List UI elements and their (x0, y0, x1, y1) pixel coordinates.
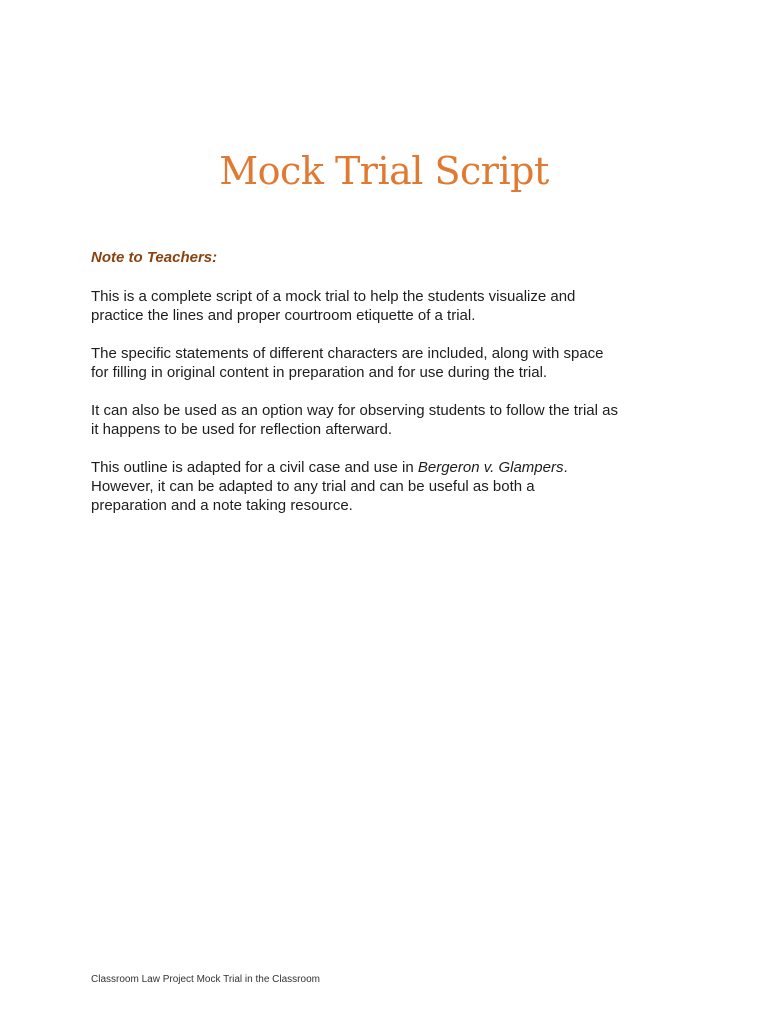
paragraph-line: However, it can be adapted to any trial and can be useful as both a (91, 478, 535, 495)
paragraph-line: it happens to be used for reflection afterward. (91, 421, 393, 438)
paragraph-line (91, 458, 651, 477)
paragraph-character-statements (91, 344, 651, 382)
paragraph-text: This outline is adapted for a civil case and use in (91, 459, 418, 476)
paragraph-line: It can also be used as an option way for observing students to follow the trial as (91, 402, 618, 419)
paragraph-line: practice the lines and proper courtroom etiquette of a trial. (91, 307, 476, 324)
paragraph-text: . (563, 459, 568, 476)
case-name: Bergeron v. Glampers (417, 459, 564, 476)
paragraph-observing-students (91, 401, 651, 439)
paragraph-line: for filling in original content in preparation and for use during the trial. (91, 364, 548, 381)
page-footer: Classroom Law Project Mock Trial in the Classroom (91, 974, 320, 985)
paragraph-line: The specific statements of different characters are included, along with space (91, 345, 604, 362)
document-title: Mock Trial Script (219, 149, 549, 193)
paragraph-line: preparation and a note taking resource. (91, 497, 353, 514)
paragraph-civil-case-adaptation (91, 458, 651, 515)
note-to-teachers-heading: Note to Teachers: (91, 249, 218, 266)
paragraph-script-overview (91, 287, 651, 325)
paragraph-line: This is a complete script of a mock trial to help the students visualize and (91, 288, 576, 305)
